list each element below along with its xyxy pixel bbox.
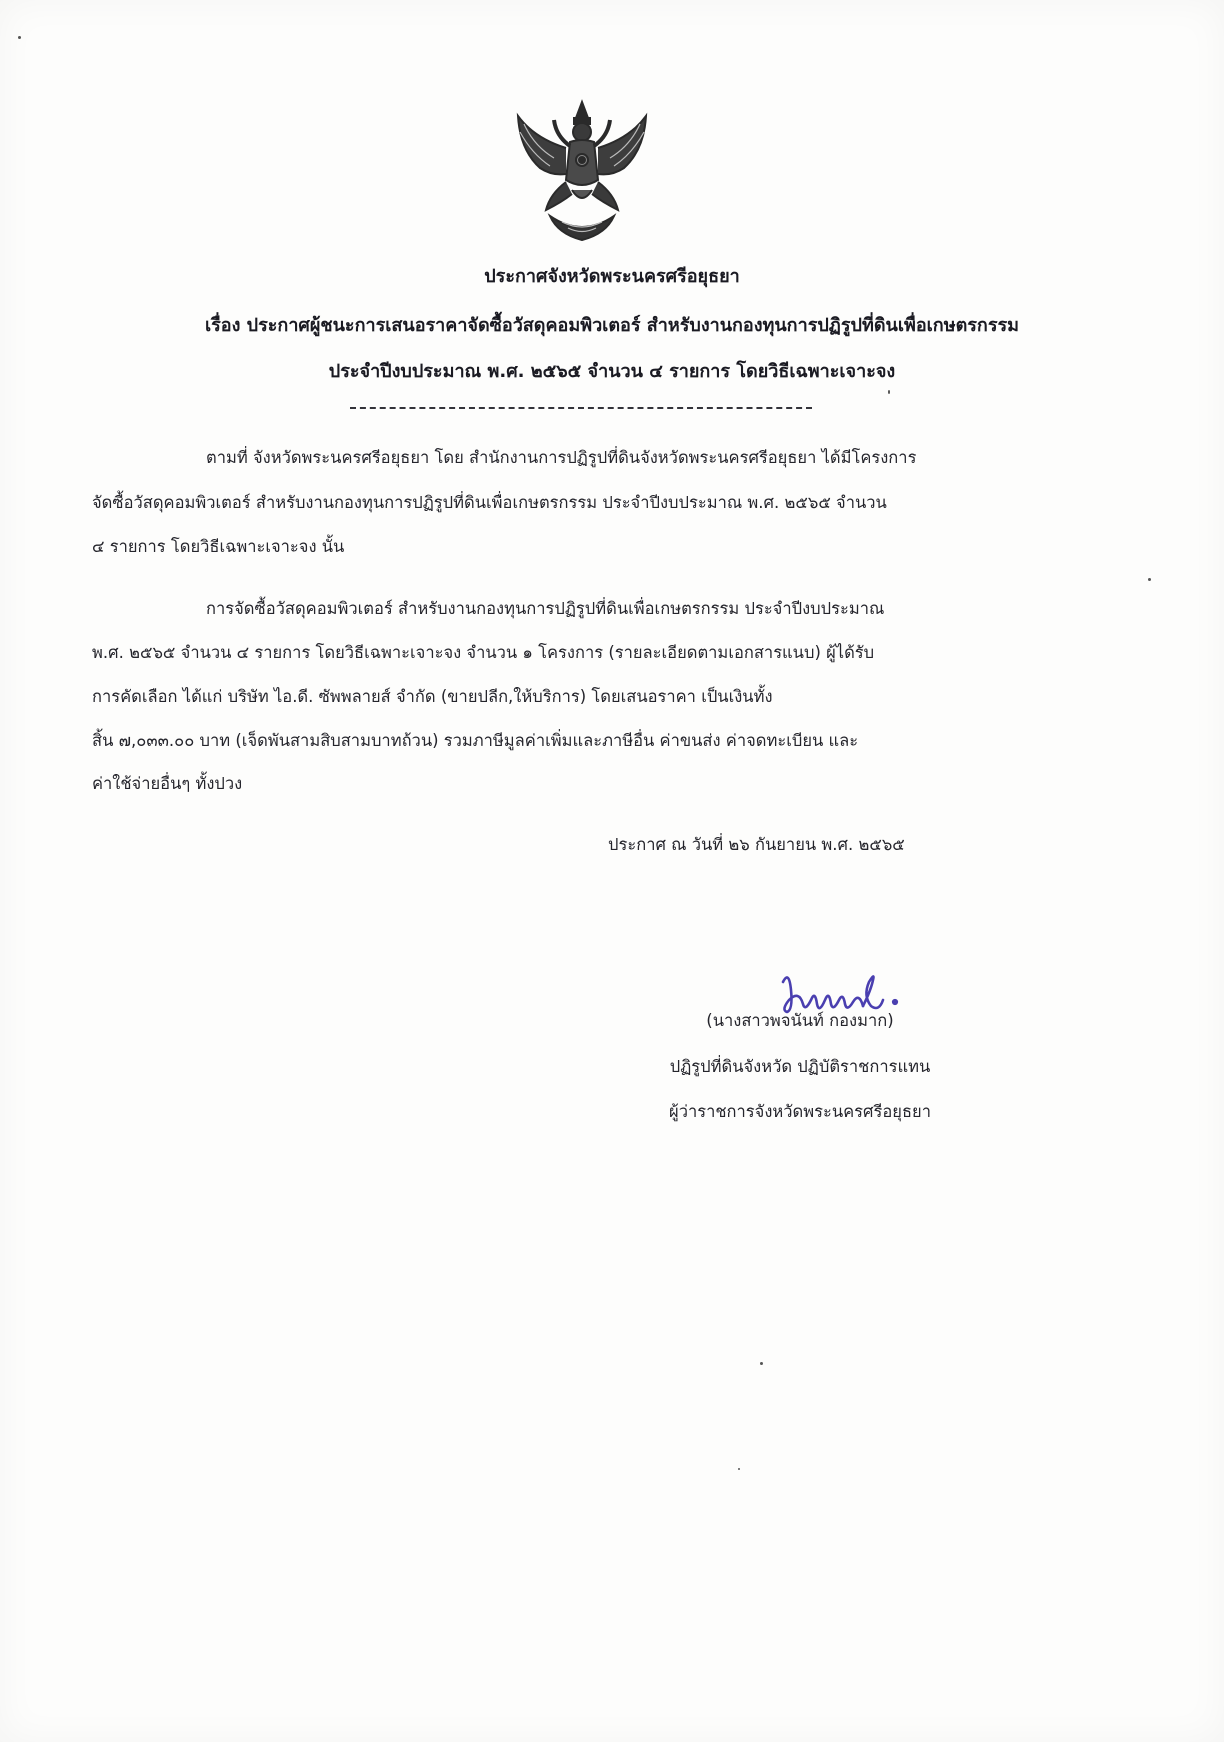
scan-speck (18, 36, 21, 39)
paragraph-1-line-3: ๔ รายการ โดยวิธีเฉพาะเจาะจง นั้น (92, 537, 345, 556)
paragraph-1-line-1: ตามที่ จังหวัดพระนครศรีอยุธยา โดย สำนักงานการปฏิรูปที่ดินจังหวัดพระนครศรีอยุธยา ได้มีโครงการ (206, 448, 917, 467)
header-divider (350, 407, 812, 409)
signatory-position-line-1: ปฏิรูปที่ดินจังหวัด ปฏิบัติราชการแทน (669, 1057, 931, 1076)
paragraph-2-line-1: การจัดซื้อวัสดุคอมพิวเตอร์ สำหรับงานกองทุนการปฏิรูปที่ดินเพื่อเกษตรกรรม ประจำปีงบประมาณ (206, 599, 885, 618)
scan-speck (888, 390, 890, 394)
announcement-subject-line-1: เรื่อง ประกาศผู้ชนะการเสนอราคาจัดซื้อวัสดุคอมพิวเตอร์ สำหรับงานกองทุนการปฏิรูปที่ดินเพื่อเกษตรกรรม (204, 315, 1020, 336)
scan-speck (738, 1468, 740, 1470)
paragraph-2-line-5: ค่าใช้จ่ายอื่นๆ ทั้งปวง (92, 774, 243, 793)
scan-speck (760, 1362, 763, 1365)
scan-speck (1148, 578, 1151, 581)
signatory-position-line-2: ผู้ว่าราชการจังหวัดพระนครศรีอยุธยา (669, 1102, 931, 1121)
garuda-emblem-icon (510, 98, 654, 248)
announcement-date: ประกาศ ณ วันที่ ๒๖ กันยายน พ.ศ. ๒๕๖๕ (608, 835, 905, 854)
paragraph-2-line-2: พ.ศ. ๒๕๖๕ จำนวน ๔ รายการ โดยวิธีเฉพาะเจาะจง จำนวน ๑ โครงการ (รายละเอียดตามเอกสารแนบ) ผู้ได้รับ (92, 643, 875, 662)
paragraph-2-line-3: การคัดเลือก ได้แก่ บริษัท ไอ.ดี. ซัพพลายส์ จำกัด (ขายปลีก,ให้บริการ) โดยเสนอราคา เป็นเงินทั้ง (92, 687, 773, 706)
signatory-name: (นางสาวพจนันท์ กองมาก) (706, 1011, 894, 1030)
announcement-title: ประกาศจังหวัดพระนครศรีอยุธยา (484, 266, 740, 287)
announcement-subject-line-2: ประจำปีงบประมาณ พ.ศ. ๒๕๖๕ จำนวน ๔ รายการ โดยวิธีเฉพาะเจาะจง (328, 361, 896, 382)
paragraph-2-line-4: สิ้น ๗,๐๓๓.๐๐ บาท (เจ็ดพันสามสิบสามบาทถ้วน) รวมภาษีมูลค่าเพิ่มและภาษีอื่น ค่าขนส่ง ค่าจดทะเบียน และ (92, 731, 859, 750)
paragraph-1-line-2: จัดซื้อวัสดุคอมพิวเตอร์ สำหรับงานกองทุนการปฏิรูปที่ดินเพื่อเกษตรกรรม ประจำปีงบประมาณ พ.ศ. ๒๕๖๕ จำนวน (92, 493, 887, 512)
